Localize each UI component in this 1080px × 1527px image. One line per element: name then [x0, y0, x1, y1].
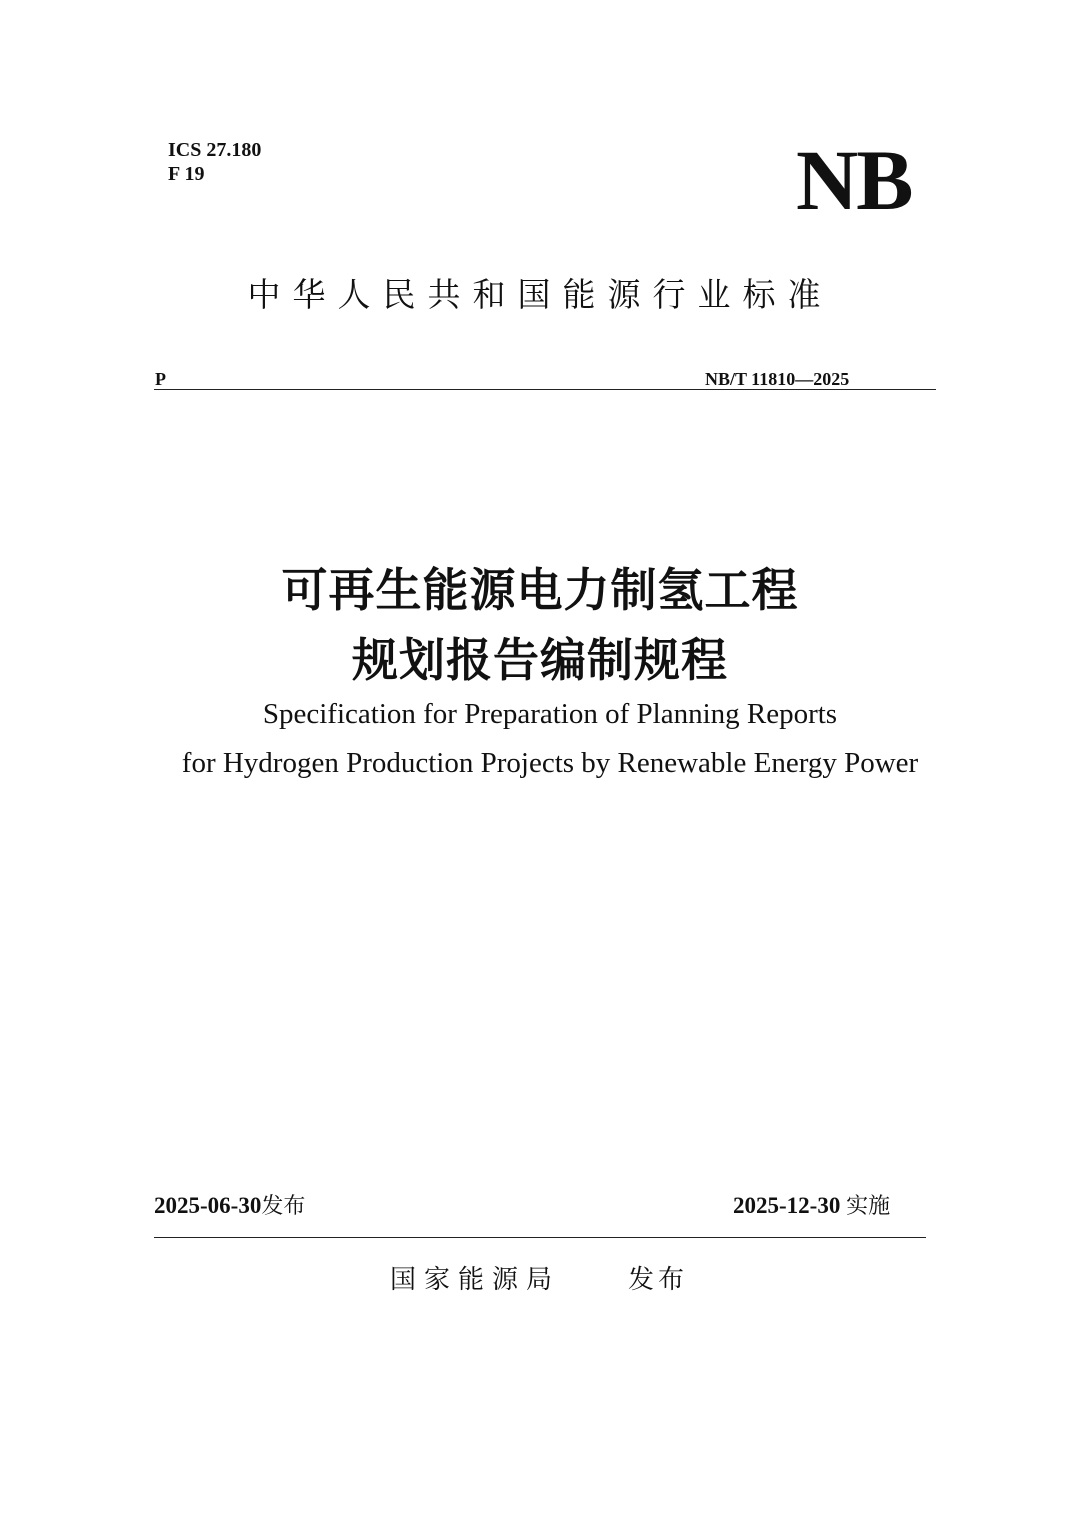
header-divider [154, 389, 936, 390]
publish-date-value: 2025-06-30 [154, 1193, 262, 1218]
ics-code: ICS 27.180 [168, 139, 262, 161]
ccs-code: F 19 [168, 163, 205, 185]
english-title [100, 690, 1000, 788]
issue-label: 发布 [628, 1265, 689, 1295]
standard-name: 中华人民共和国能源行业标准 [247, 275, 833, 314]
classification-codes [168, 138, 261, 186]
footer-divider [154, 1237, 926, 1238]
standard-number: NB/T 11810—2025 [705, 369, 850, 389]
nb-logo: NB [796, 132, 912, 228]
chinese-title [140, 555, 940, 695]
implement-date-label: 实施 [846, 1194, 891, 1219]
chinese-title-line-1: 可再生能源电力制氢工程 [281, 563, 799, 617]
english-title-line-1: Specification for Preparation of Planning Reports [262, 698, 838, 730]
implement-date-value: 2025-12-30 [733, 1193, 841, 1218]
category-code: P [155, 369, 166, 389]
publish-date-label: 发布 [261, 1194, 306, 1219]
issuing-authority: 国家能源局 [390, 1265, 561, 1295]
chinese-title-line-2: 规划报告编制规程 [352, 633, 728, 687]
english-title-line-2: for Hydrogen Production Projects by Renewable Energy Power [181, 747, 919, 779]
implement-date [733, 1190, 890, 1223]
publish-date [154, 1190, 305, 1223]
